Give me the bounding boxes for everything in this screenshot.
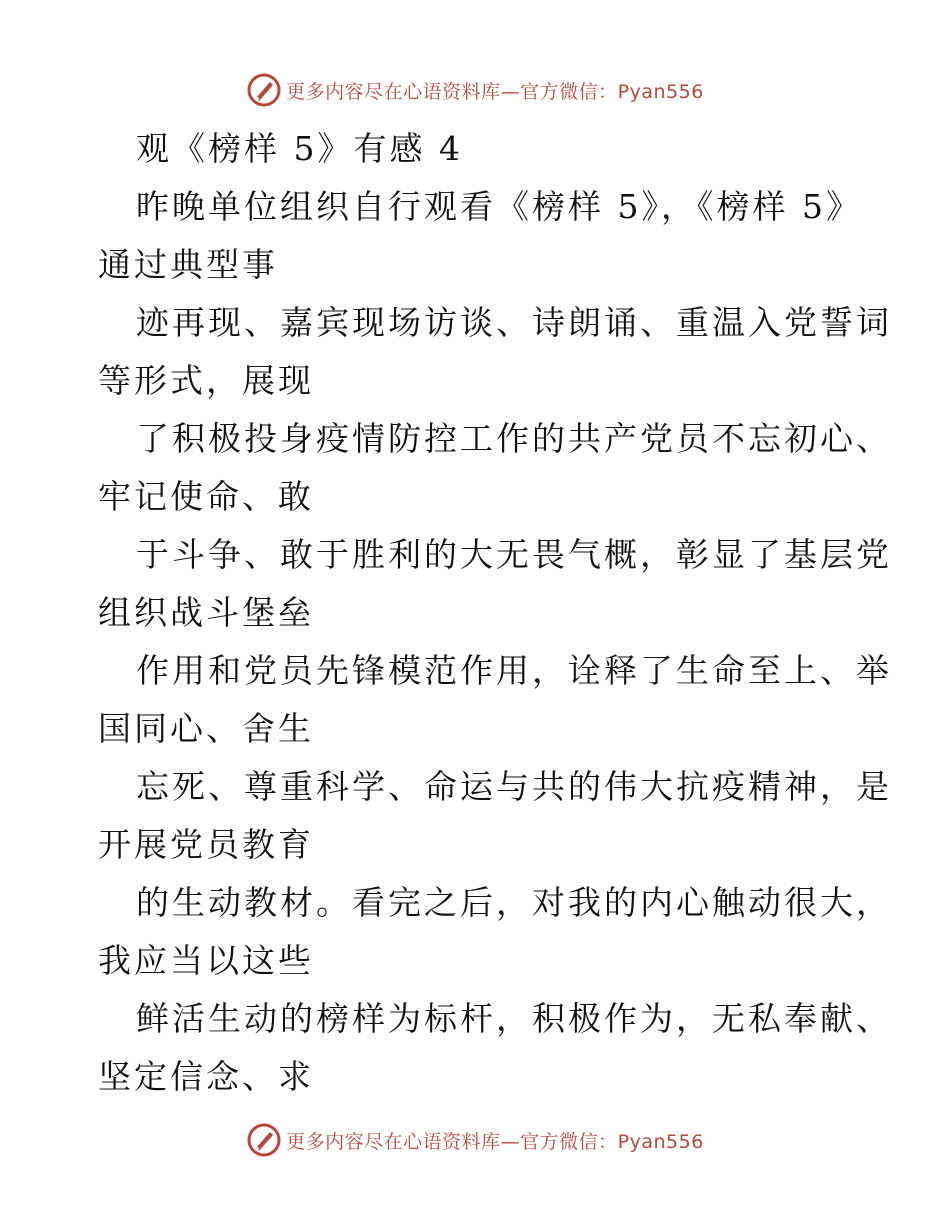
pen-circle-logo-icon: [246, 72, 282, 108]
paragraph-line: 牢记使命、敢: [98, 477, 314, 516]
pen-circle-logo-icon: [246, 1122, 282, 1158]
document-body: [98, 120, 892, 1106]
paragraph-line: 的生动教材。看完之后，对我的内心触动很大，: [136, 883, 892, 922]
paragraph-line: 组织战斗堡垒: [98, 593, 314, 632]
paragraph-line: 鲜活生动的榜样为标杆，积极作为，无私奉献、: [136, 999, 892, 1038]
paragraph-line: 昨晚单位组织自行观看《榜样 5》，《榜样 5》: [136, 187, 862, 226]
paragraph-line: 于斗争、敢于胜利的大无畏气概，彰显了基层党: [136, 535, 892, 574]
footer-banner-text: 更多内容尽在心语资料库—官方微信：Pyan556: [286, 1130, 704, 1153]
paragraph-line: 忘死、尊重科学、命运与共的伟大抗疫精神，是: [136, 767, 892, 806]
header-banner: [0, 70, 950, 110]
paragraph-line: 通过典型事: [98, 245, 278, 284]
paragraph-line: 迹再现、嘉宾现场访谈、诗朗诵、重温入党誓词: [136, 303, 892, 342]
paragraph-line: 开展党员教育: [98, 825, 314, 864]
footer-banner: [0, 1120, 950, 1160]
paragraph-line: 等形式，展现: [98, 361, 314, 400]
paragraph-line: 作用和党员先锋模范作用，诠释了生命至上、举: [136, 651, 892, 690]
paragraph-line: 我应当以这些: [98, 941, 314, 980]
header-banner-text: 更多内容尽在心语资料库—官方微信：Pyan556: [286, 80, 704, 103]
paragraph-line: 了积极投身疫情防控工作的共产党员不忘初心、: [136, 419, 892, 458]
paragraph-line: 国同心、舍生: [98, 709, 314, 748]
document-title: 观《榜样 5》有感 4: [136, 129, 463, 168]
paragraph-line: 坚定信念、求: [98, 1057, 314, 1096]
